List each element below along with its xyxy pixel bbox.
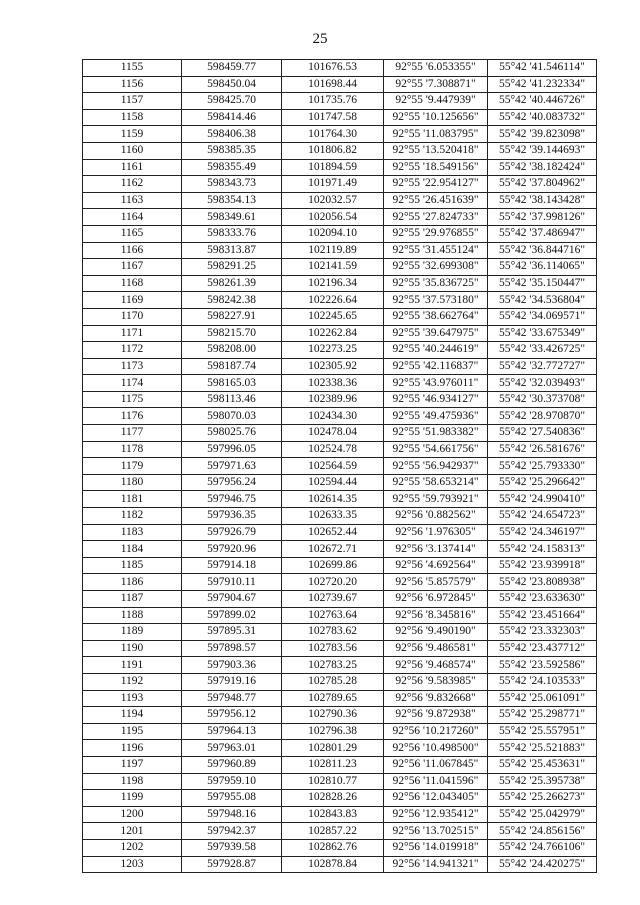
table-row	[83, 358, 597, 375]
latitude-cell: 55°42 '30.373708"	[488, 391, 597, 408]
table-row	[83, 723, 597, 740]
latitude-cell: 55°42 '38.143428"	[488, 192, 597, 209]
table-row	[83, 159, 597, 176]
x-coordinate-cell: 597895.31	[182, 624, 282, 641]
longitude-cell: 92°55 '29.976855"	[384, 225, 488, 242]
x-coordinate-cell: 598025.76	[182, 425, 282, 442]
x-coordinate-cell: 597956.12	[182, 707, 282, 724]
point-number-cell: 1188	[83, 607, 182, 624]
x-coordinate-cell: 597955.08	[182, 790, 282, 807]
latitude-cell: 55°42 '23.332303"	[488, 624, 597, 641]
latitude-cell: 55°42 '24.856156"	[488, 823, 597, 840]
point-number-cell: 1177	[83, 425, 182, 442]
y-coordinate-cell: 102434.30	[282, 408, 384, 425]
table-row	[83, 342, 597, 359]
table-row	[83, 773, 597, 790]
longitude-cell: 92°56 '10.217260"	[384, 723, 488, 740]
y-coordinate-cell: 102652.44	[282, 524, 384, 541]
x-coordinate-cell: 597910.11	[182, 574, 282, 591]
table-row	[83, 474, 597, 491]
latitude-cell: 55°42 '23.939918"	[488, 557, 597, 574]
x-coordinate-cell: 598261.39	[182, 275, 282, 292]
y-coordinate-cell: 102862.76	[282, 839, 384, 856]
y-coordinate-cell: 102564.59	[282, 458, 384, 475]
table-row	[83, 607, 597, 624]
latitude-cell: 55°42 '37.998126"	[488, 209, 597, 226]
point-number-cell: 1182	[83, 508, 182, 525]
longitude-cell: 92°56 '8.345816"	[384, 607, 488, 624]
x-coordinate-cell: 598215.70	[182, 325, 282, 342]
x-coordinate-cell: 597960.89	[182, 756, 282, 773]
x-coordinate-cell: 597948.77	[182, 690, 282, 707]
x-coordinate-cell: 597964.13	[182, 723, 282, 740]
x-coordinate-cell: 597963.01	[182, 740, 282, 757]
table-row	[83, 441, 597, 458]
latitude-cell: 55°42 '23.808938"	[488, 574, 597, 591]
table-row	[83, 425, 597, 442]
table-row	[83, 856, 597, 873]
y-coordinate-cell: 102119.89	[282, 242, 384, 259]
point-number-cell: 1159	[83, 126, 182, 143]
point-number-cell: 1183	[83, 524, 182, 541]
table-row	[83, 823, 597, 840]
latitude-cell: 55°42 '25.557951"	[488, 723, 597, 740]
x-coordinate-cell: 598291.25	[182, 259, 282, 276]
y-coordinate-cell: 102796.38	[282, 723, 384, 740]
x-coordinate-cell: 598406.38	[182, 126, 282, 143]
table-row	[83, 142, 597, 159]
table-row	[83, 109, 597, 126]
table-row	[83, 60, 597, 77]
table-row	[83, 541, 597, 558]
longitude-cell: 92°56 '6.972845"	[384, 591, 488, 608]
table-row	[83, 707, 597, 724]
table-row	[83, 591, 597, 608]
point-number-cell: 1174	[83, 375, 182, 392]
longitude-cell: 92°55 '32.699308"	[384, 259, 488, 276]
latitude-cell: 55°42 '37.804962"	[488, 176, 597, 193]
longitude-cell: 92°56 '14.941321"	[384, 856, 488, 873]
latitude-cell: 55°42 '26.581676"	[488, 441, 597, 458]
x-coordinate-cell: 597919.16	[182, 673, 282, 690]
x-coordinate-cell: 597946.75	[182, 491, 282, 508]
longitude-cell: 92°56 '5.857579"	[384, 574, 488, 591]
x-coordinate-cell: 597903.36	[182, 657, 282, 674]
longitude-cell: 92°56 '10.498500"	[384, 740, 488, 757]
latitude-cell: 55°42 '32.772727"	[488, 358, 597, 375]
point-number-cell: 1170	[83, 308, 182, 325]
y-coordinate-cell: 102273.25	[282, 342, 384, 359]
y-coordinate-cell: 102801.29	[282, 740, 384, 757]
y-coordinate-cell: 102478.04	[282, 425, 384, 442]
x-coordinate-cell: 598450.04	[182, 76, 282, 93]
y-coordinate-cell: 102828.26	[282, 790, 384, 807]
latitude-cell: 55°42 '23.451664"	[488, 607, 597, 624]
latitude-cell: 55°42 '36.844716"	[488, 242, 597, 259]
x-coordinate-cell: 597996.05	[182, 441, 282, 458]
latitude-cell: 55°42 '23.633630"	[488, 591, 597, 608]
x-coordinate-cell: 597959.10	[182, 773, 282, 790]
point-number-cell: 1172	[83, 342, 182, 359]
point-number-cell: 1192	[83, 673, 182, 690]
y-coordinate-cell: 102783.25	[282, 657, 384, 674]
table-row	[83, 259, 597, 276]
x-coordinate-cell: 597914.18	[182, 557, 282, 574]
latitude-cell: 55°42 '40.446726"	[488, 93, 597, 110]
longitude-cell: 92°56 '9.490190"	[384, 624, 488, 641]
x-coordinate-cell: 598313.87	[182, 242, 282, 259]
table-row	[83, 508, 597, 525]
y-coordinate-cell: 102878.84	[282, 856, 384, 873]
latitude-cell: 55°42 '24.654723"	[488, 508, 597, 525]
x-coordinate-cell: 598459.77	[182, 60, 282, 77]
table-row	[83, 806, 597, 823]
point-number-cell: 1189	[83, 624, 182, 641]
y-coordinate-cell: 102843.83	[282, 806, 384, 823]
y-coordinate-cell: 102763.64	[282, 607, 384, 624]
longitude-cell: 92°56 '9.468574"	[384, 657, 488, 674]
latitude-cell: 55°42 '35.150447"	[488, 275, 597, 292]
latitude-cell: 55°42 '34.069571"	[488, 308, 597, 325]
point-number-cell: 1168	[83, 275, 182, 292]
x-coordinate-cell: 598333.76	[182, 225, 282, 242]
point-number-cell: 1198	[83, 773, 182, 790]
latitude-cell: 55°42 '24.346197"	[488, 524, 597, 541]
longitude-cell: 92°55 '27.824733"	[384, 209, 488, 226]
coordinates-table	[82, 59, 597, 873]
table-row	[83, 126, 597, 143]
y-coordinate-cell: 102810.77	[282, 773, 384, 790]
table-row	[83, 557, 597, 574]
point-number-cell: 1193	[83, 690, 182, 707]
coordinates-table-body	[83, 60, 597, 873]
table-row	[83, 76, 597, 93]
x-coordinate-cell: 597920.96	[182, 541, 282, 558]
x-coordinate-cell: 598165.03	[182, 375, 282, 392]
longitude-cell: 92°55 '13.520418"	[384, 142, 488, 159]
point-number-cell: 1199	[83, 790, 182, 807]
longitude-cell: 92°56 '12.043405"	[384, 790, 488, 807]
longitude-cell: 92°56 '1.976305"	[384, 524, 488, 541]
table-row	[83, 325, 597, 342]
point-number-cell: 1178	[83, 441, 182, 458]
latitude-cell: 55°42 '25.042979"	[488, 806, 597, 823]
x-coordinate-cell: 597939.58	[182, 839, 282, 856]
latitude-cell: 55°42 '41.546114"	[488, 60, 597, 77]
y-coordinate-cell: 102094.10	[282, 225, 384, 242]
longitude-cell: 92°56 '12.935412"	[384, 806, 488, 823]
x-coordinate-cell: 597942.37	[182, 823, 282, 840]
table-row	[83, 408, 597, 425]
longitude-cell: 92°55 '22.954127"	[384, 176, 488, 193]
x-coordinate-cell: 598385.35	[182, 142, 282, 159]
point-number-cell: 1163	[83, 192, 182, 209]
y-coordinate-cell: 101698.44	[282, 76, 384, 93]
latitude-cell: 55°42 '25.453631"	[488, 756, 597, 773]
latitude-cell: 55°42 '23.437712"	[488, 640, 597, 657]
point-number-cell: 1157	[83, 93, 182, 110]
latitude-cell: 55°42 '28.970870"	[488, 408, 597, 425]
longitude-cell: 92°56 '9.486581"	[384, 640, 488, 657]
y-coordinate-cell: 102790.36	[282, 707, 384, 724]
y-coordinate-cell: 101747.58	[282, 109, 384, 126]
latitude-cell: 55°42 '24.103533"	[488, 673, 597, 690]
latitude-cell: 55°42 '33.426725"	[488, 342, 597, 359]
latitude-cell: 55°42 '34.536804"	[488, 292, 597, 309]
table-row	[83, 839, 597, 856]
latitude-cell: 55°42 '41.232334"	[488, 76, 597, 93]
longitude-cell: 92°55 '35.836725"	[384, 275, 488, 292]
longitude-cell: 92°56 '0.882562"	[384, 508, 488, 525]
x-coordinate-cell: 598113.46	[182, 391, 282, 408]
x-coordinate-cell: 597904.67	[182, 591, 282, 608]
latitude-cell: 55°42 '23.592586"	[488, 657, 597, 674]
latitude-cell: 55°42 '24.420275"	[488, 856, 597, 873]
y-coordinate-cell: 102857.22	[282, 823, 384, 840]
x-coordinate-cell: 598187.74	[182, 358, 282, 375]
latitude-cell: 55°42 '24.158313"	[488, 541, 597, 558]
longitude-cell: 92°55 '39.647975"	[384, 325, 488, 342]
latitude-cell: 55°42 '25.298771"	[488, 707, 597, 724]
table-row	[83, 225, 597, 242]
longitude-cell: 92°56 '13.702515"	[384, 823, 488, 840]
latitude-cell: 55°42 '33.675349"	[488, 325, 597, 342]
x-coordinate-cell: 598070.03	[182, 408, 282, 425]
y-coordinate-cell: 101971.49	[282, 176, 384, 193]
point-number-cell: 1175	[83, 391, 182, 408]
point-number-cell: 1160	[83, 142, 182, 159]
longitude-cell: 92°56 '11.041596"	[384, 773, 488, 790]
point-number-cell: 1194	[83, 707, 182, 724]
y-coordinate-cell: 102699.86	[282, 557, 384, 574]
y-coordinate-cell: 102633.35	[282, 508, 384, 525]
y-coordinate-cell: 102783.56	[282, 640, 384, 657]
x-coordinate-cell: 597971.63	[182, 458, 282, 475]
longitude-cell: 92°55 '9.447939"	[384, 93, 488, 110]
longitude-cell: 92°55 '18.549156"	[384, 159, 488, 176]
x-coordinate-cell: 597948.16	[182, 806, 282, 823]
y-coordinate-cell: 101735.76	[282, 93, 384, 110]
point-number-cell: 1203	[83, 856, 182, 873]
latitude-cell: 55°42 '36.114065"	[488, 259, 597, 276]
longitude-cell: 92°55 '10.125656"	[384, 109, 488, 126]
y-coordinate-cell: 102594.44	[282, 474, 384, 491]
y-coordinate-cell: 102226.64	[282, 292, 384, 309]
table-row	[83, 93, 597, 110]
latitude-cell: 55°42 '25.296642"	[488, 474, 597, 491]
point-number-cell: 1173	[83, 358, 182, 375]
longitude-cell: 92°55 '51.983382"	[384, 425, 488, 442]
table-row	[83, 657, 597, 674]
point-number-cell: 1176	[83, 408, 182, 425]
longitude-cell: 92°55 '56.942937"	[384, 458, 488, 475]
y-coordinate-cell: 102245.65	[282, 308, 384, 325]
longitude-cell: 92°55 '46.934127"	[384, 391, 488, 408]
x-coordinate-cell: 598349.61	[182, 209, 282, 226]
table-row	[83, 308, 597, 325]
latitude-cell: 55°42 '24.990410"	[488, 491, 597, 508]
y-coordinate-cell: 101806.82	[282, 142, 384, 159]
point-number-cell: 1185	[83, 557, 182, 574]
longitude-cell: 92°55 '42.116837"	[384, 358, 488, 375]
longitude-cell: 92°56 '3.137414"	[384, 541, 488, 558]
longitude-cell: 92°55 '31.455124"	[384, 242, 488, 259]
x-coordinate-cell: 597899.02	[182, 607, 282, 624]
table-row	[83, 275, 597, 292]
table-row	[83, 624, 597, 641]
table-row	[83, 574, 597, 591]
table-row	[83, 756, 597, 773]
x-coordinate-cell: 598354.13	[182, 192, 282, 209]
y-coordinate-cell: 102305.92	[282, 358, 384, 375]
longitude-cell: 92°56 '4.692564"	[384, 557, 488, 574]
point-number-cell: 1180	[83, 474, 182, 491]
table-row	[83, 292, 597, 309]
table-row	[83, 524, 597, 541]
y-coordinate-cell: 102672.71	[282, 541, 384, 558]
longitude-cell: 92°55 '38.662764"	[384, 308, 488, 325]
point-number-cell: 1184	[83, 541, 182, 558]
point-number-cell: 1191	[83, 657, 182, 674]
x-coordinate-cell: 597898.57	[182, 640, 282, 657]
y-coordinate-cell: 102032.57	[282, 192, 384, 209]
y-coordinate-cell: 102783.62	[282, 624, 384, 641]
longitude-cell: 92°55 '54.661756"	[384, 441, 488, 458]
point-number-cell: 1158	[83, 109, 182, 126]
point-number-cell: 1164	[83, 209, 182, 226]
x-coordinate-cell: 597928.87	[182, 856, 282, 873]
point-number-cell: 1156	[83, 76, 182, 93]
latitude-cell: 55°42 '39.144693"	[488, 142, 597, 159]
longitude-cell: 92°56 '14.019918"	[384, 839, 488, 856]
point-number-cell: 1186	[83, 574, 182, 591]
point-number-cell: 1162	[83, 176, 182, 193]
latitude-cell: 55°42 '38.182424"	[488, 159, 597, 176]
longitude-cell: 92°55 '26.451639"	[384, 192, 488, 209]
table-row	[83, 458, 597, 475]
latitude-cell: 55°42 '27.540836"	[488, 425, 597, 442]
y-coordinate-cell: 102141.59	[282, 259, 384, 276]
latitude-cell: 55°42 '32.039493"	[488, 375, 597, 392]
longitude-cell: 92°55 '6.053355"	[384, 60, 488, 77]
longitude-cell: 92°55 '59.793921"	[384, 491, 488, 508]
latitude-cell: 55°42 '25.395738"	[488, 773, 597, 790]
x-coordinate-cell: 598425.70	[182, 93, 282, 110]
table-row	[83, 209, 597, 226]
point-number-cell: 1165	[83, 225, 182, 242]
table-row	[83, 740, 597, 757]
y-coordinate-cell: 101894.59	[282, 159, 384, 176]
table-row	[83, 391, 597, 408]
point-number-cell: 1201	[83, 823, 182, 840]
y-coordinate-cell: 102389.96	[282, 391, 384, 408]
y-coordinate-cell: 101764.30	[282, 126, 384, 143]
point-number-cell: 1195	[83, 723, 182, 740]
point-number-cell: 1202	[83, 839, 182, 856]
y-coordinate-cell: 102739.67	[282, 591, 384, 608]
point-number-cell: 1190	[83, 640, 182, 657]
point-number-cell: 1196	[83, 740, 182, 757]
latitude-cell: 55°42 '40.083732"	[488, 109, 597, 126]
y-coordinate-cell: 102056.54	[282, 209, 384, 226]
table-row	[83, 690, 597, 707]
longitude-cell: 92°55 '49.475936"	[384, 408, 488, 425]
y-coordinate-cell: 102196.34	[282, 275, 384, 292]
y-coordinate-cell: 102262.84	[282, 325, 384, 342]
x-coordinate-cell: 598355.49	[182, 159, 282, 176]
y-coordinate-cell: 102524.78	[282, 441, 384, 458]
latitude-cell: 55°42 '24.766106"	[488, 839, 597, 856]
point-number-cell: 1187	[83, 591, 182, 608]
table-row	[83, 176, 597, 193]
y-coordinate-cell: 102811.23	[282, 756, 384, 773]
y-coordinate-cell: 102614.35	[282, 491, 384, 508]
point-number-cell: 1179	[83, 458, 182, 475]
latitude-cell: 55°42 '37.486947"	[488, 225, 597, 242]
longitude-cell: 92°55 '43.976011"	[384, 375, 488, 392]
table-row	[83, 491, 597, 508]
point-number-cell: 1197	[83, 756, 182, 773]
latitude-cell: 55°42 '25.521883"	[488, 740, 597, 757]
y-coordinate-cell: 101676.53	[282, 60, 384, 77]
latitude-cell: 55°42 '25.266273"	[488, 790, 597, 807]
longitude-cell: 92°55 '7.308871"	[384, 76, 488, 93]
longitude-cell: 92°56 '11.067845"	[384, 756, 488, 773]
page-number: 25	[312, 31, 328, 47]
point-number-cell: 1166	[83, 242, 182, 259]
y-coordinate-cell: 102785.28	[282, 673, 384, 690]
table-row	[83, 375, 597, 392]
x-coordinate-cell: 598208.00	[182, 342, 282, 359]
table-row	[83, 242, 597, 259]
point-number-cell: 1200	[83, 806, 182, 823]
y-coordinate-cell: 102338.36	[282, 375, 384, 392]
point-number-cell: 1155	[83, 60, 182, 77]
longitude-cell: 92°55 '37.573180"	[384, 292, 488, 309]
longitude-cell: 92°56 '9.872938"	[384, 707, 488, 724]
y-coordinate-cell: 102720.20	[282, 574, 384, 591]
latitude-cell: 55°42 '25.793330"	[488, 458, 597, 475]
latitude-cell: 55°42 '39.823098"	[488, 126, 597, 143]
x-coordinate-cell: 598414.46	[182, 109, 282, 126]
longitude-cell: 92°55 '40.244619"	[384, 342, 488, 359]
x-coordinate-cell: 597956.24	[182, 474, 282, 491]
point-number-cell: 1169	[83, 292, 182, 309]
x-coordinate-cell: 598343.73	[182, 176, 282, 193]
point-number-cell: 1161	[83, 159, 182, 176]
longitude-cell: 92°56 '9.583985"	[384, 673, 488, 690]
longitude-cell: 92°56 '9.832668"	[384, 690, 488, 707]
table-row	[83, 790, 597, 807]
y-coordinate-cell: 102789.65	[282, 690, 384, 707]
longitude-cell: 92°55 '11.083795"	[384, 126, 488, 143]
point-number-cell: 1181	[83, 491, 182, 508]
table-row	[83, 640, 597, 657]
latitude-cell: 55°42 '25.061091"	[488, 690, 597, 707]
longitude-cell: 92°55 '58.653214"	[384, 474, 488, 491]
point-number-cell: 1167	[83, 259, 182, 276]
x-coordinate-cell: 597936.35	[182, 508, 282, 525]
table-row	[83, 673, 597, 690]
x-coordinate-cell: 597926.79	[182, 524, 282, 541]
table-row	[83, 192, 597, 209]
x-coordinate-cell: 598227.91	[182, 308, 282, 325]
point-number-cell: 1171	[83, 325, 182, 342]
x-coordinate-cell: 598242.38	[182, 292, 282, 309]
